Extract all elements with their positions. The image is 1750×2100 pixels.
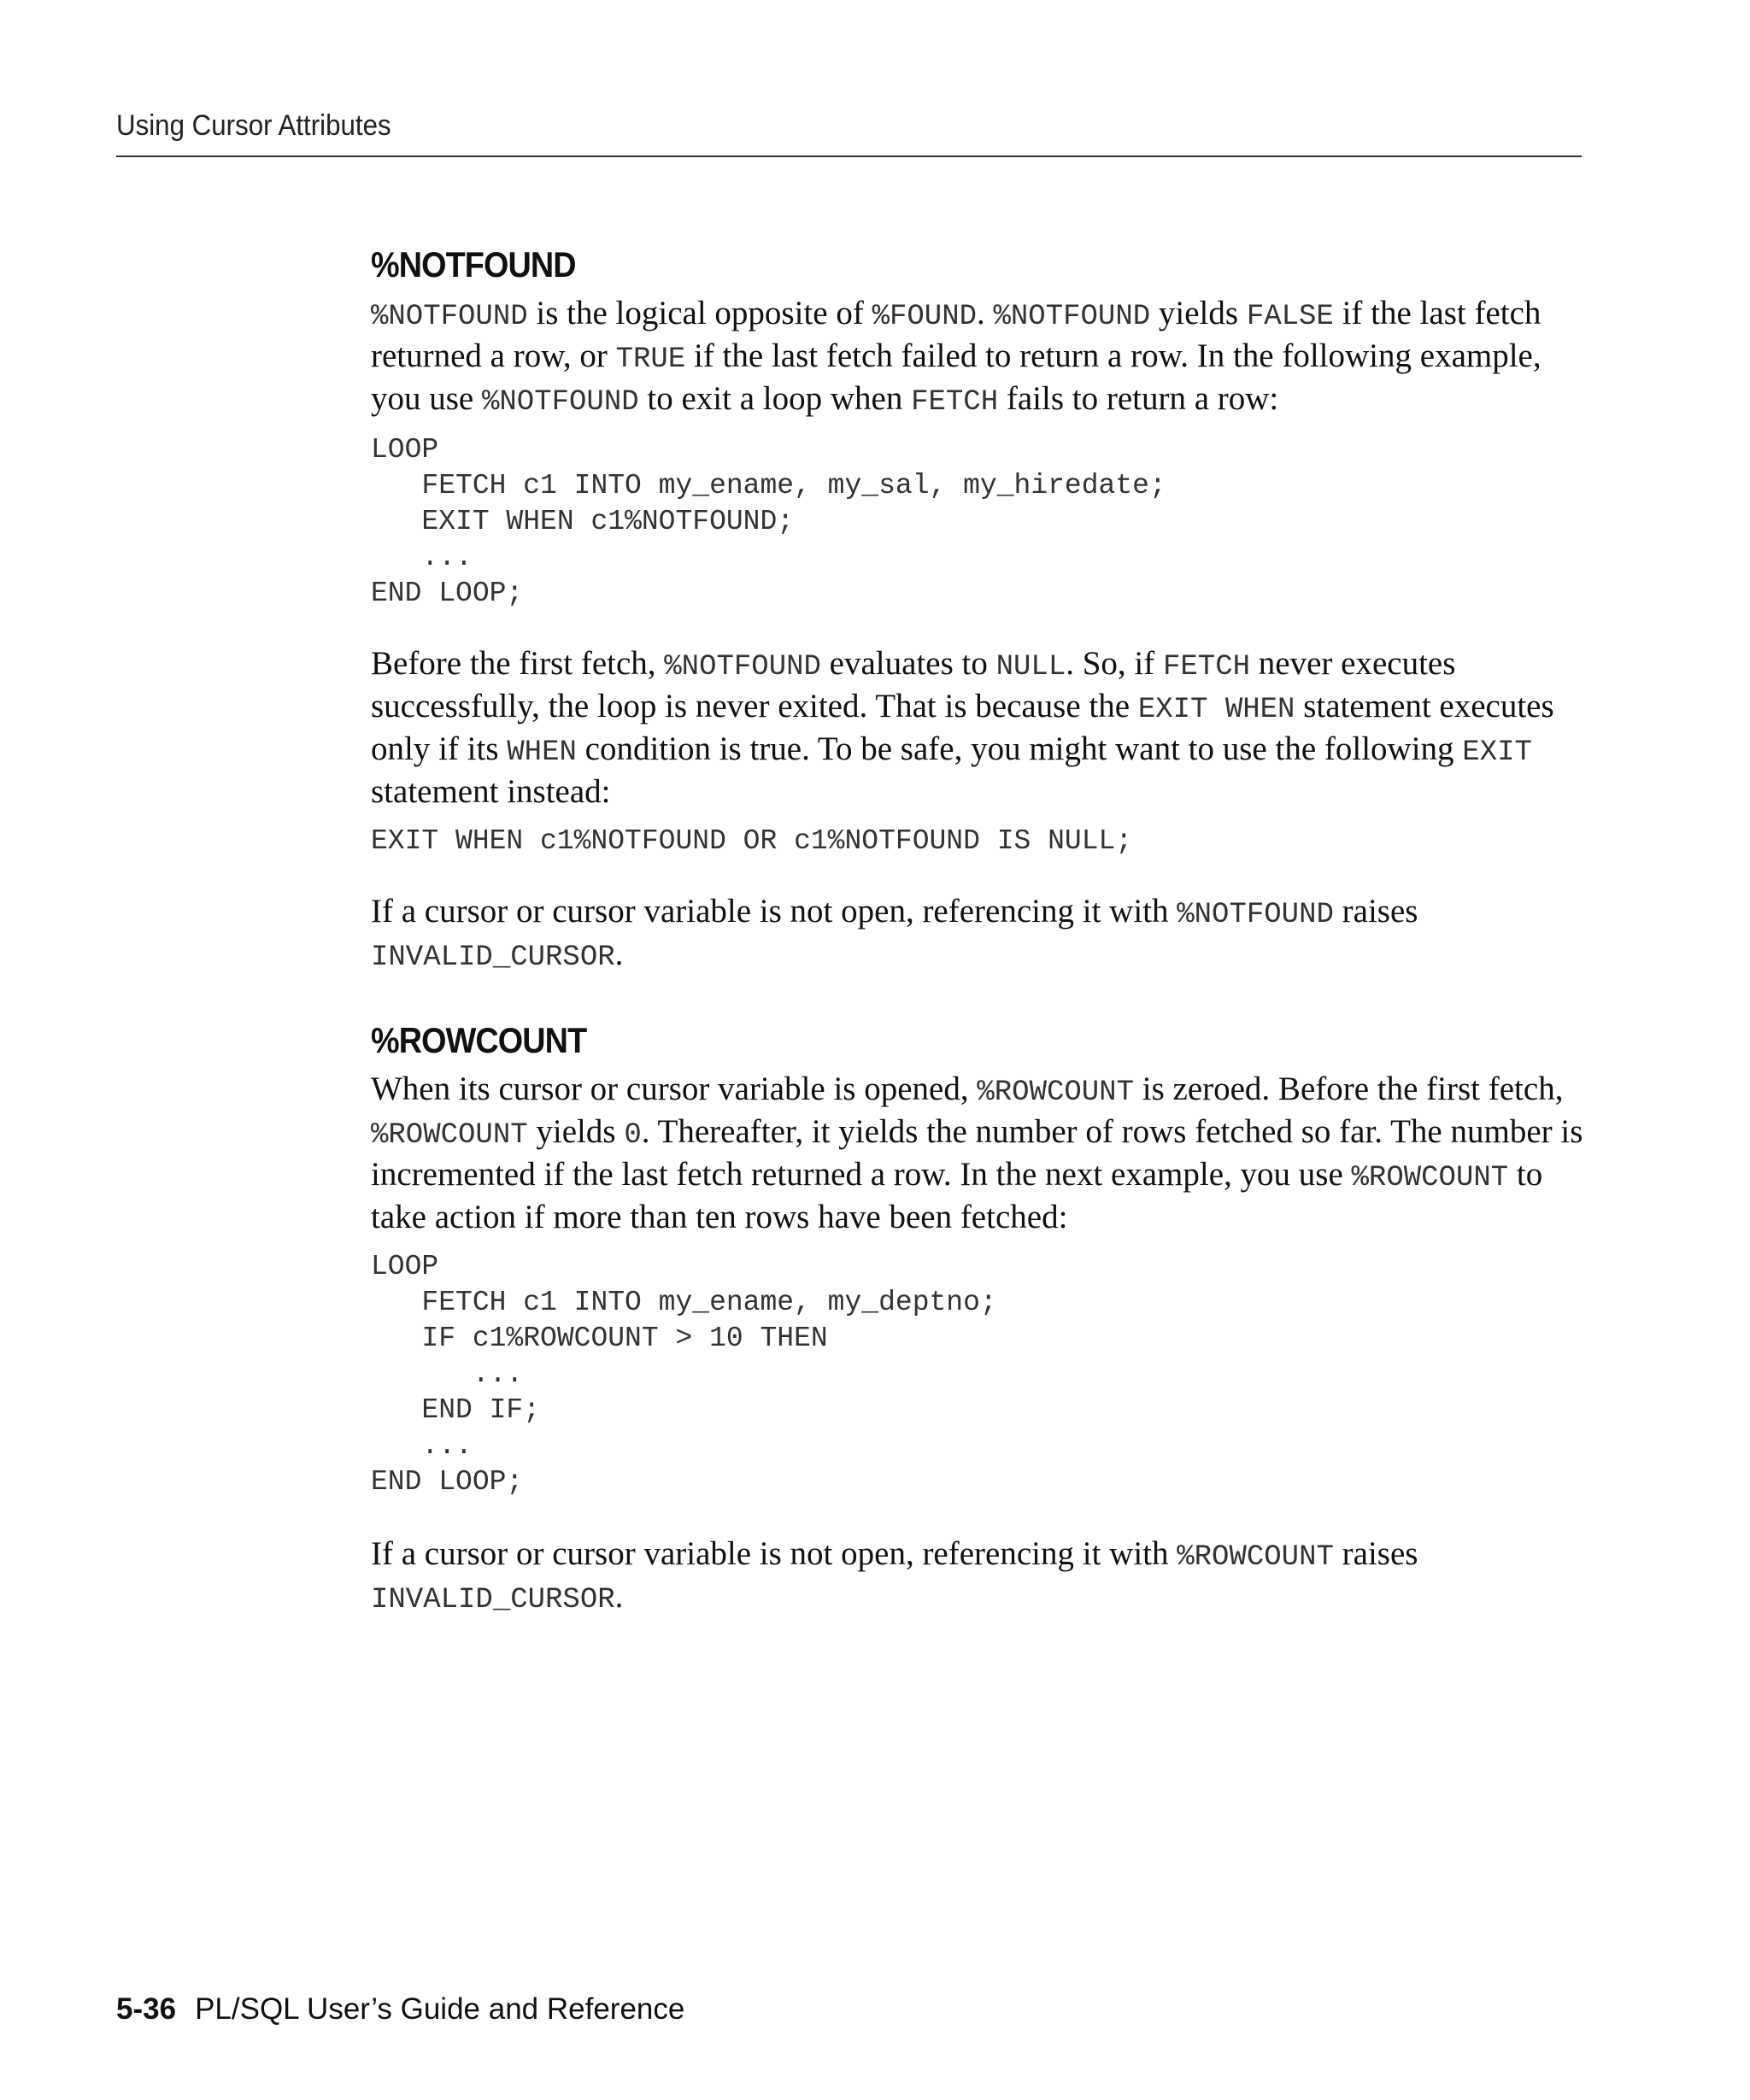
inline-code: INVALID_CURSOR bbox=[371, 1584, 615, 1616]
inline-code: EXIT bbox=[1462, 736, 1532, 769]
section-rowcount-heading-wrap bbox=[371, 1020, 1584, 1061]
text-run: . So, if bbox=[1066, 645, 1163, 682]
page-number: 5-36 bbox=[116, 1992, 177, 2026]
notfound-paragraph-2 bbox=[371, 644, 1584, 812]
notfound-para-2-wrap bbox=[371, 644, 1584, 812]
text-run: raises bbox=[1333, 1535, 1418, 1572]
text-run: to exit a loop when bbox=[638, 380, 912, 417]
rowcount-para-2-wrap bbox=[371, 1534, 1584, 1620]
inline-code: INVALID_CURSOR bbox=[371, 941, 615, 974]
text-run: If a cursor or cursor variable is not open, referencing it with bbox=[371, 1535, 1177, 1572]
page-footer bbox=[116, 1992, 684, 2027]
text-run: evaluates to bbox=[820, 645, 996, 682]
notfound-paragraph-3 bbox=[371, 892, 1584, 977]
text-run: is zeroed. Before the first fetch, bbox=[1134, 1071, 1564, 1107]
text-run: statement instead: bbox=[371, 773, 611, 810]
notfound-paragraph-1 bbox=[371, 294, 1584, 422]
inline-code: NULL bbox=[995, 651, 1066, 683]
text-run: If a cursor or cursor variable is not open, referencing it with bbox=[371, 893, 1177, 930]
inline-code: WHEN bbox=[507, 736, 577, 769]
inline-code: %ROWCOUNT bbox=[1351, 1162, 1509, 1194]
text-run: statement executes only if its bbox=[371, 688, 1554, 767]
inline-code: TRUE bbox=[615, 343, 686, 376]
text-run: if the last fetch returned a row, or bbox=[371, 295, 1542, 374]
notfound-code-example-1: LOOP FETCH c1 INTO my_ename, my_sal, my_hiredate; EXIT WHEN c1%NOTFOUND; ... END LOOP; bbox=[371, 434, 1166, 609]
inline-code: %NOTFOUND bbox=[482, 386, 639, 419]
inline-code: FETCH bbox=[1163, 651, 1251, 683]
text-run: . bbox=[614, 936, 624, 972]
text-run: When its cursor or cursor variable is opened, bbox=[371, 1071, 978, 1107]
inline-code: %FOUND bbox=[872, 301, 977, 333]
rowcount-paragraph-1 bbox=[371, 1070, 1584, 1237]
notfound-code-example-2: EXIT WHEN c1%NOTFOUND OR c1%NOTFOUND IS NULL; bbox=[371, 825, 1133, 857]
text-run: never executes successfully, the loop is never exited. That is because the bbox=[371, 645, 1456, 724]
header-rule bbox=[116, 155, 1582, 157]
notfound-para-1-wrap bbox=[371, 294, 1584, 422]
rowcount-code-1-wrap bbox=[371, 1249, 1584, 1500]
text-run: . bbox=[977, 295, 994, 331]
text-run: Before the first fetch, bbox=[371, 645, 665, 682]
inline-code: EXIT WHEN bbox=[1137, 694, 1295, 726]
inline-code: %NOTFOUND bbox=[664, 651, 821, 683]
text-run: to take action if more than ten rows have been fetched: bbox=[371, 1156, 1543, 1235]
text-run: . Thereafter, it yields the number of rows fetched so far. The number is incremented if the last fetch returned a row. In the next example, you use bbox=[371, 1113, 1583, 1193]
text-run: yields bbox=[527, 1113, 625, 1150]
rowcount-paragraph-2 bbox=[371, 1534, 1584, 1620]
section-heading-notfound: %NOTFOUND bbox=[371, 244, 576, 284]
book-title: PL/SQL User’s Guide and Reference bbox=[195, 1992, 685, 2026]
section-notfound-heading-wrap bbox=[371, 244, 1584, 285]
inline-code: %NOTFOUND bbox=[1177, 899, 1334, 931]
inline-code: %ROWCOUNT bbox=[1177, 1541, 1334, 1574]
running-header-title: Using Cursor Attributes bbox=[116, 109, 391, 142]
notfound-code-1-wrap bbox=[371, 432, 1584, 612]
text-run: raises bbox=[1333, 893, 1418, 930]
inline-code: FALSE bbox=[1246, 301, 1334, 333]
notfound-code-2-wrap bbox=[371, 824, 1584, 859]
text-run: . bbox=[614, 1578, 624, 1615]
text-run: fails to return a row: bbox=[998, 380, 1279, 417]
inline-code: %NOTFOUND bbox=[993, 301, 1151, 333]
inline-code: 0 bbox=[624, 1119, 642, 1152]
text-run: yields bbox=[1150, 295, 1247, 331]
inline-code: %ROWCOUNT bbox=[977, 1076, 1134, 1109]
text-run: is the logical opposite of bbox=[527, 295, 872, 331]
section-heading-rowcount: %ROWCOUNT bbox=[371, 1020, 587, 1060]
notfound-para-3-wrap bbox=[371, 892, 1584, 977]
inline-code: FETCH bbox=[911, 386, 999, 419]
rowcount-code-example-1: LOOP FETCH c1 INTO my_ename, my_deptno; IF c1%ROWCOUNT > 10 THEN ... END IF; ... END LOOP; bbox=[371, 1251, 997, 1498]
text-run: if the last fetch failed to return a row. In the following example, you use bbox=[371, 337, 1542, 417]
rowcount-para-1-wrap bbox=[371, 1070, 1584, 1237]
text-run: condition is true. To be safe, you might want to use the following bbox=[576, 730, 1463, 767]
inline-code: %ROWCOUNT bbox=[371, 1119, 528, 1152]
inline-code: %NOTFOUND bbox=[371, 301, 528, 333]
